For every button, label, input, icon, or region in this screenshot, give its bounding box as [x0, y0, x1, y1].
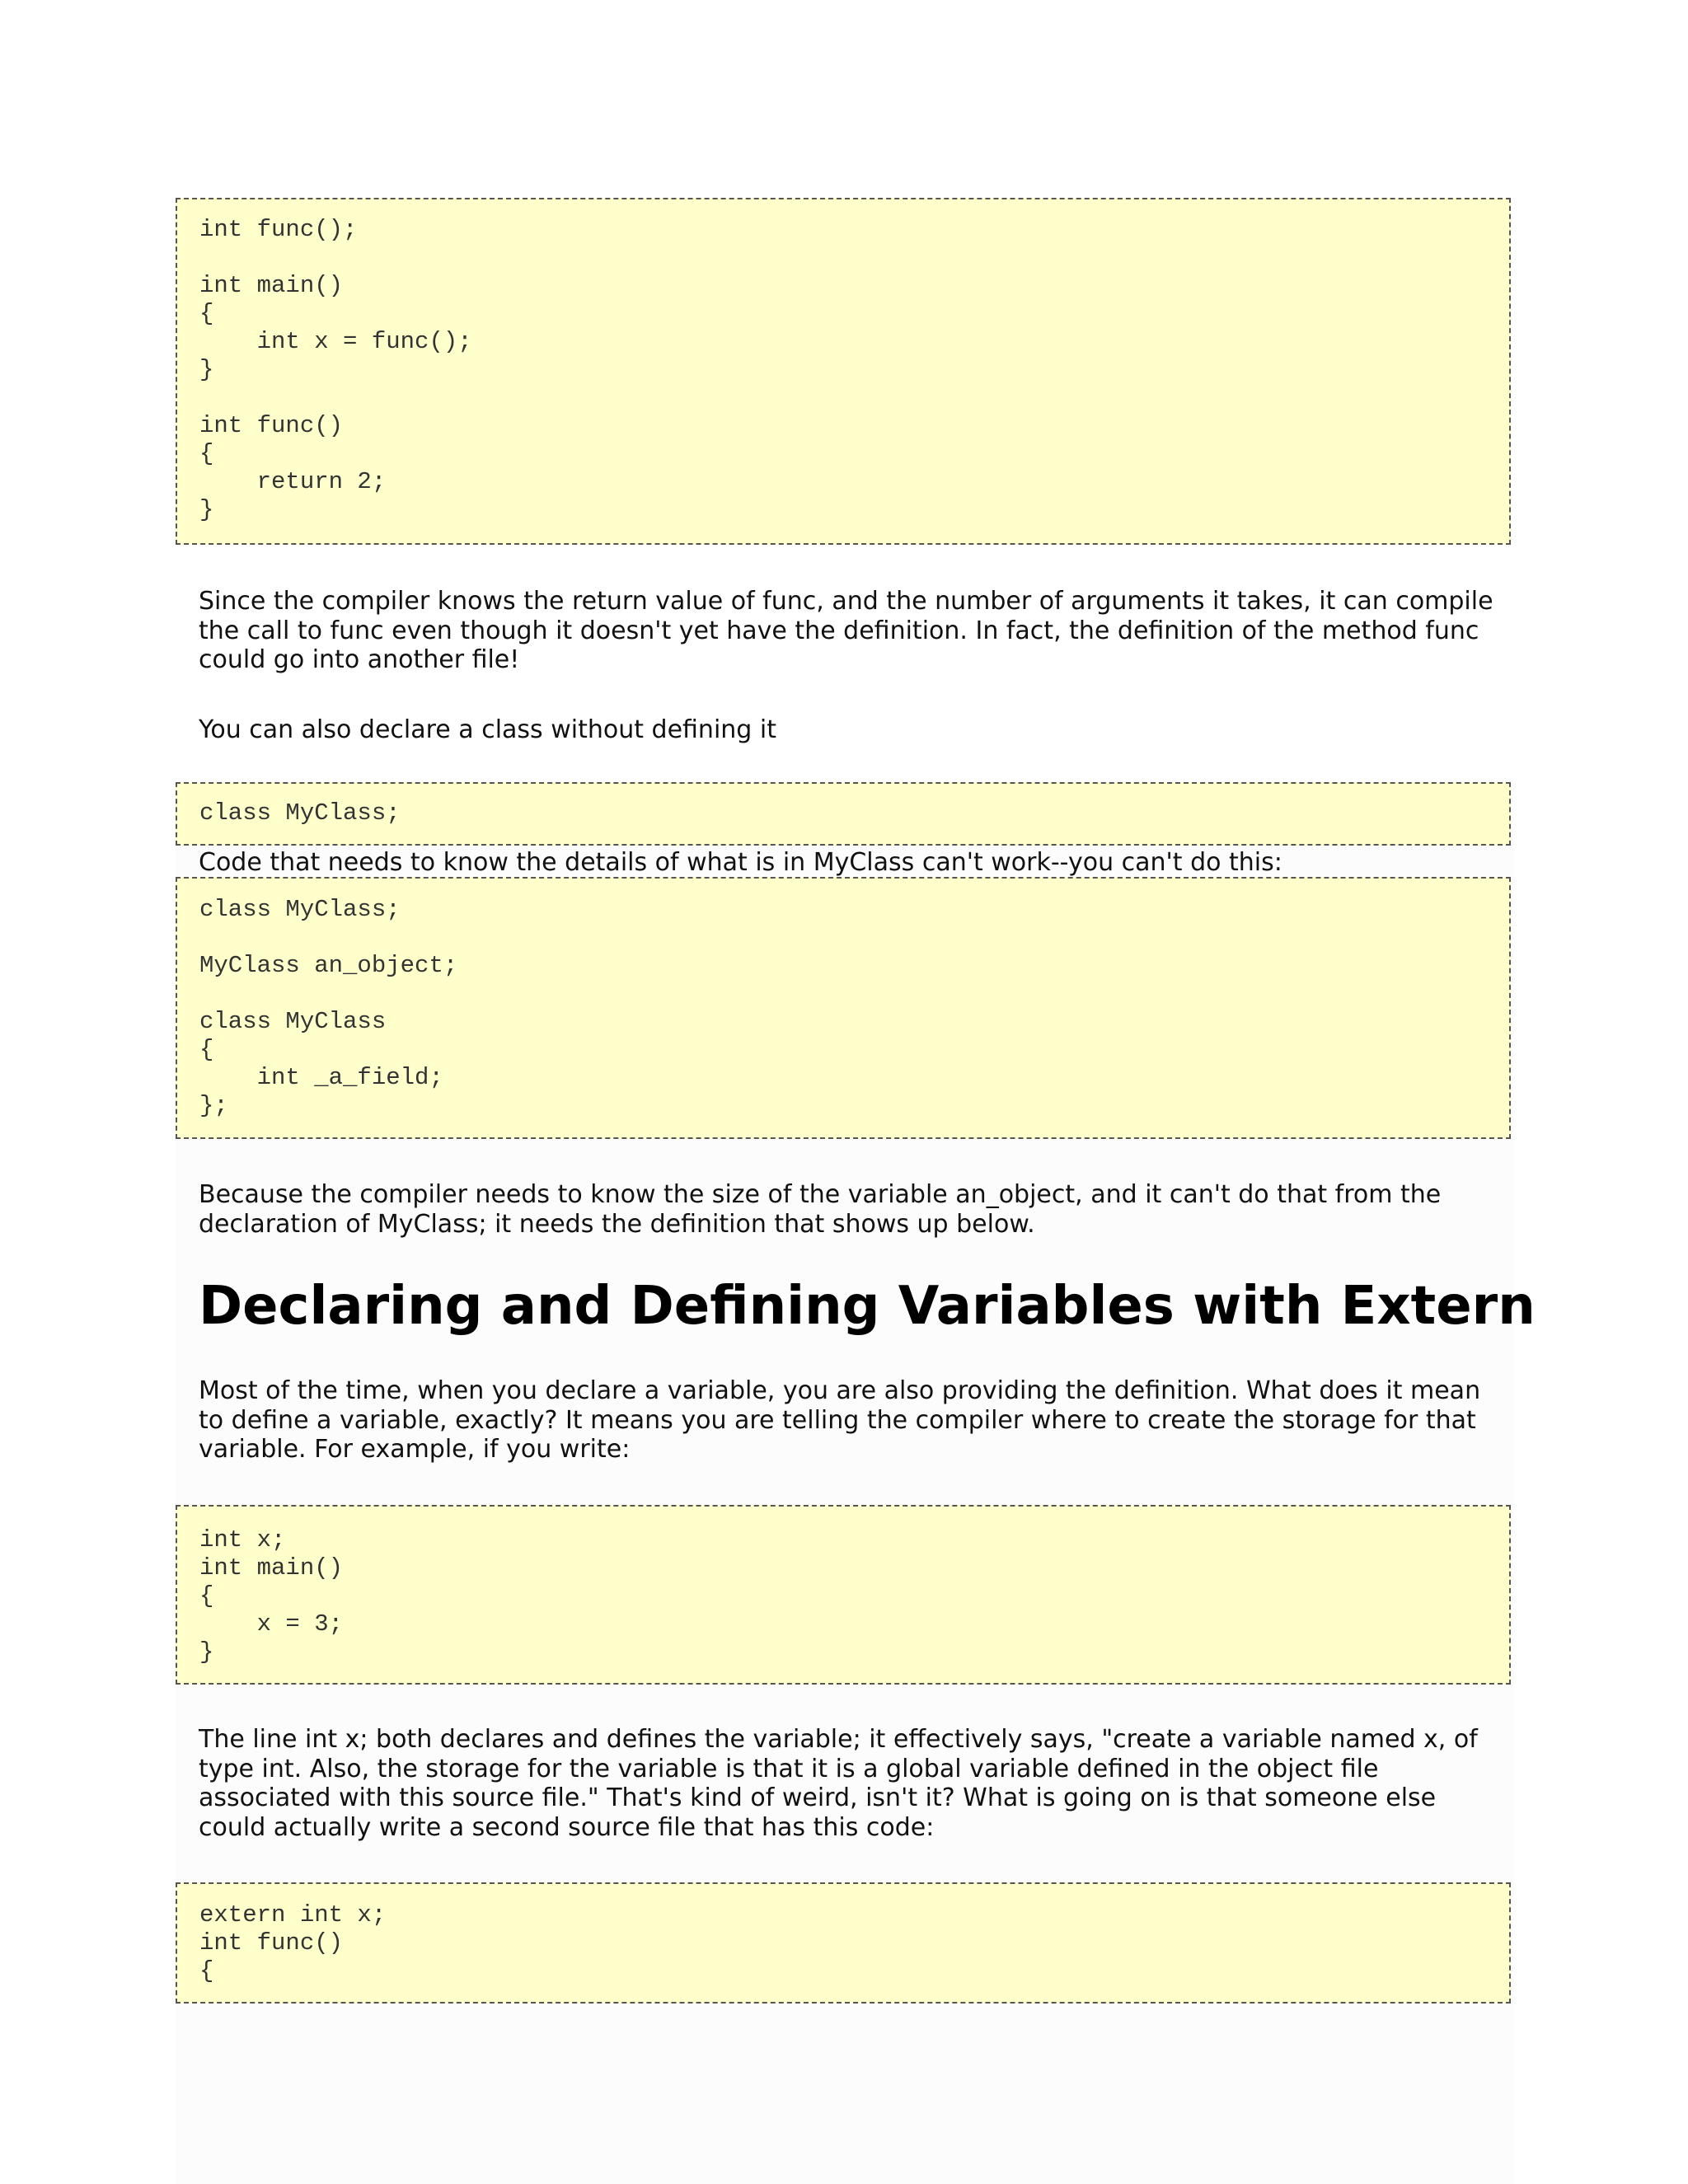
code-block-extern-x	[176, 1882, 1511, 2004]
code-blank-line	[199, 924, 1509, 952]
code-text	[199, 1526, 1509, 1666]
code-line: int func()	[199, 412, 344, 439]
code-block-func-example	[176, 198, 1511, 545]
code-text	[199, 1901, 1509, 1985]
code-line: {	[199, 1036, 214, 1063]
paragraph-line-int-x: The line int x; both declares and defines the variable; it effectively says, "create a variable named x, of type int. Also, the storage for the variable is that it is a global variable defined in the object file associated with this source file." That's kind of weird, isn't it? What is going on is that someone else could actually write a second source file that has this code:	[199, 1725, 1478, 1842]
code-line: {	[199, 1582, 214, 1610]
code-line: class MyClass	[199, 1008, 387, 1035]
code-line: }	[199, 496, 214, 523]
code-line: }	[199, 356, 214, 383]
code-line: int func()	[199, 1929, 344, 1957]
code-line: };	[199, 1092, 228, 1119]
code-line: int x;	[199, 1526, 286, 1554]
paragraph-declare-class: You can also declare a class without defining it	[199, 715, 776, 744]
code-block-class-error	[176, 877, 1511, 1139]
code-line: {	[199, 300, 214, 327]
paragraph-because-size: Because the compiler needs to know the size of the variable an_object, and it can't do that from the declaration of MyClass; it needs the definition that shows up below.	[199, 1180, 1442, 1239]
section-heading-extern: Declaring and Defining Variables with Extern	[199, 1276, 1536, 1337]
code-text	[199, 799, 1509, 827]
code-line: int x = func();	[199, 328, 472, 355]
code-text	[199, 216, 1509, 524]
code-line: int func();	[199, 216, 358, 243]
code-blank-line	[199, 384, 1509, 412]
code-line: }	[199, 1638, 214, 1666]
paragraph-compiler-knows: Since the compiler knows the return value of func, and the number of arguments it takes, it can compile the call to func even though it doesn't yet have the definition. In fact, the definition of the method func could go into another file!	[199, 587, 1493, 674]
code-blank-line	[199, 244, 1509, 272]
code-line: int main()	[199, 1554, 344, 1582]
code-line: int _a_field;	[199, 1064, 443, 1091]
code-blank-line	[199, 980, 1509, 1008]
code-block-class-declaration	[176, 782, 1511, 846]
paragraph-most-of-time: Most of the time, when you declare a variable, you are also providing the definition. What does it mean to define a variable, exactly? It means you are telling the compiler where to create the storage for that variable. For example, if you write:	[199, 1376, 1481, 1464]
code-line: MyClass an_object;	[199, 952, 458, 979]
code-line: extern int x;	[199, 1901, 387, 1929]
code-text	[199, 896, 1509, 1120]
code-line: class MyClass;	[199, 896, 401, 923]
code-line: int main()	[199, 272, 344, 299]
paragraph-needs-details: Code that needs to know the details of what is in MyClass can't work--you can't do this:	[199, 848, 1282, 877]
code-line: class MyClass;	[199, 799, 401, 827]
code-block-int-x	[176, 1505, 1511, 1685]
code-line: x = 3;	[199, 1610, 344, 1638]
code-line: {	[199, 440, 214, 467]
code-line: return 2;	[199, 468, 387, 495]
code-line: {	[199, 1957, 214, 1985]
